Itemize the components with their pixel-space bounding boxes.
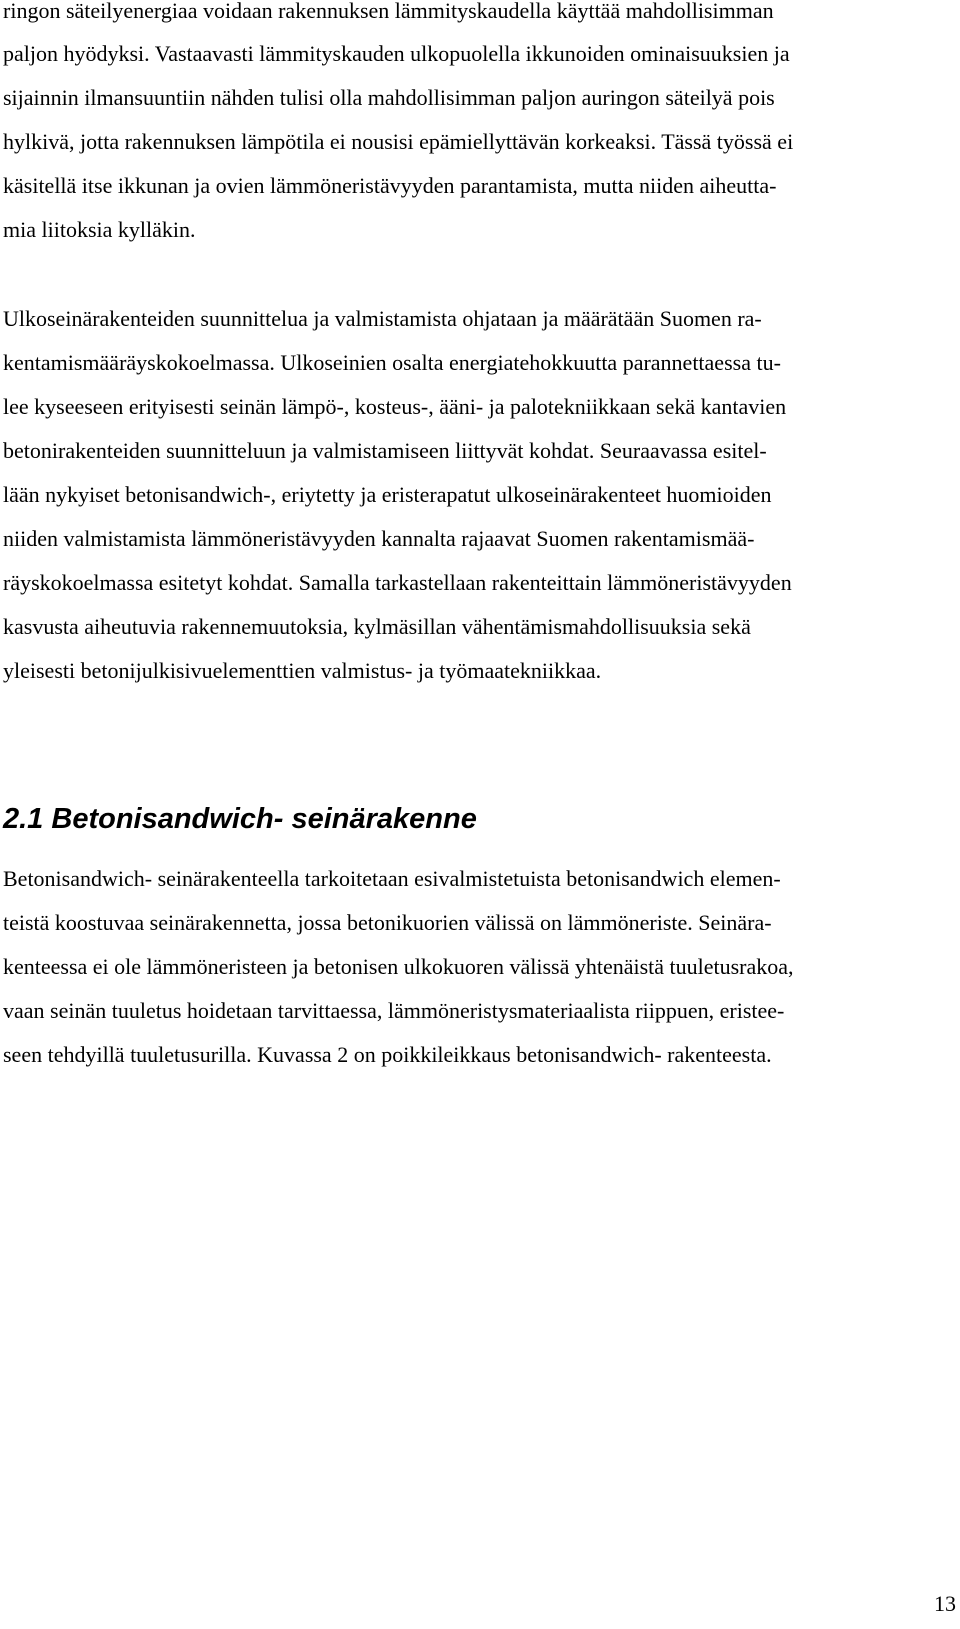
text-line: vaan seinän tuuletus hoidetaan tarvittaessa, lämmöneristysmateriaalista riippuen, eristee- (3, 998, 785, 1023)
text-line: Ulkoseinärakenteiden suunnittelua ja valmistamista ohjataan ja määrätään Suomen ra- (3, 306, 762, 331)
text-line: lee kyseeseen erityisesti seinän lämpö-, kosteus-, ääni- ja palotekniikkaan sekä kantavien (3, 394, 787, 419)
text-line: sijainnin ilmansuuntiin nähden tulisi olla mahdollisimman paljon auringon säteilyä pois (3, 85, 775, 110)
text-line: betonirakenteiden suunnitteluun ja valmistamiseen liittyvät kohdat. Seuraavassa esitel- (3, 438, 767, 463)
text-line: hylkivä, jotta rakennuksen lämpötila ei nousisi epämiellyttävän korkeaksi. Tässä työssä ei (3, 129, 794, 154)
text-line: ringon säteilyenergiaa voidaan rakennuksen lämmityskaudella käyttää mahdollisimman (3, 0, 774, 23)
text-line: niiden valmistamista lämmöneristävyyden kannalta rajaavat Suomen rakentamismää- (3, 526, 755, 551)
text-line: kentamismääräyskokoelmassa. Ulkoseinien osalta energiatehokkuutta parannettaessa tu- (3, 350, 781, 375)
text-line: teistä koostuvaa seinärakennetta, jossa betonikuorien välissä on lämmöneriste. Seinära- (3, 910, 772, 935)
text-line: seen tehdyillä tuuletusurilla. Kuvassa 2 on poikkileikkaus betonisandwich- rakenteesta. (3, 1042, 772, 1067)
text-line: yleisesti betonijulkisivuelementtien valmistus- ja työmaatekniikkaa. (3, 658, 602, 683)
text-line: Betonisandwich- seinärakenteella tarkoitetaan esivalmistetuista betonisandwich elemen- (3, 866, 781, 891)
section-heading: 2.1 Betonisandwich- seinärakenne (3, 803, 477, 835)
text-line: räyskokoelmassa esitetyt kohdat. Samalla tarkastellaan rakenteittain lämmöneristävyyden (3, 570, 792, 595)
text-line: kenteessa ei ole lämmöneristeen ja betonisen ulkokuoren välissä yhtenäistä tuuletusrakoa, (3, 954, 794, 979)
text-line: käsitellä itse ikkunan ja ovien lämmöneristävyyden parantamista, mutta niiden aiheutta- (3, 173, 777, 198)
page-number: 13 (934, 1591, 956, 1616)
text-line: paljon hyödyksi. Vastaavasti lämmityskauden ulkopuolella ikkunoiden ominaisuuksien ja (3, 41, 790, 66)
text-line: mia liitoksia kylläkin. (3, 217, 196, 242)
text-line: lään nykyiset betonisandwich-, eriytetty ja eristerapatut ulkoseinärakenteet huomioiden (3, 482, 772, 507)
text-line: kasvusta aiheutuvia rakennemuutoksia, kylmäsillan vähentämismahdollisuuksia sekä (3, 614, 751, 639)
